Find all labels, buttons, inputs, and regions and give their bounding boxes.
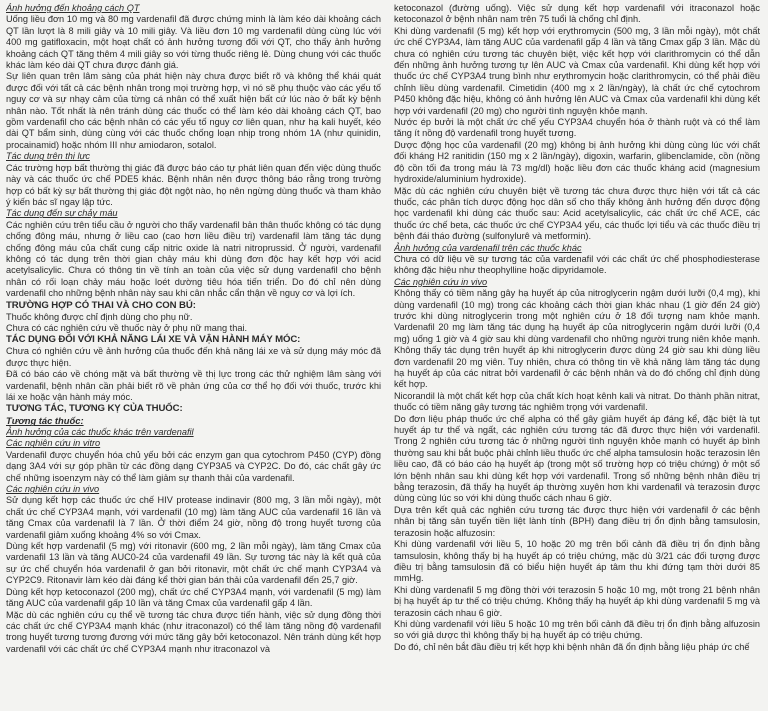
paragraph: Dùng kết hợp vardenafil (5 mg) với ritonavir (600 mg, 2 lần mỗi ngày), làm tăng Cmax của vardenafil 13 lần và tăng AUC0-24 của vardenafil 49 lần. Sự tương tác này là kết quả của sự ức chế chuyển hóa vardenafil ở gan bởi ritonavir, một chất ức chế mạnh CYP3A4 và CYP2C9. Ritonavir làm kéo dài đáng kể thời gian bán thải của vardenafil đến 25,7 giờ. <box>6 541 381 586</box>
paragraph: Do đó, chỉ nên bắt đầu điều trị kết hợp khi bệnh nhân đã ổn định bằng liệu pháp ức chế <box>394 641 750 652</box>
section-heading: TƯƠNG TÁC, TƯƠNG KỴ CỦA THUỐC: <box>6 403 183 415</box>
paragraph: Mặc dù các nghiên cứu cụ thể về tương tác chưa được tiến hành, việc sử dụng đồng thời các chất ức chế CYP3A4 mạnh khác (như itraconazol) có thể làm tăng nồng độ vardenafil trong huyết tương tương đương với mức tăng gây bởi ketoconazol. Nên tránh dùng kết hợp vardenafil với các chất ức chế CYP3A4 mạnh như itraconazol và <box>6 609 381 654</box>
paragraph: Dùng kết hợp ketoconazol (200 mg), chất ức chế CYP3A4 mạnh, với vardenafil (5 mg) làm tăng AUC của vardenafil gấp 10 lần và tăng Cmax của vardenafil gấp 4 lần. <box>6 586 381 609</box>
section-heading: TÁC DỤNG ĐỐI VỚI KHẢ NĂNG LÁI XE VÀ VẬN HÀNH MÁY MÓC: <box>6 334 301 346</box>
paragraph: Thuốc không được chỉ định dùng cho phụ nữ. <box>6 311 193 322</box>
paragraph: Khi dùng vardenafil (5 mg) kết hợp với erythromycin (500 mg, 3 lần mỗi ngày), một chất ức chế CYP3A4, làm tăng AUC của vardenafil gấp 4 lần và tăng Cmax gấp 3 lần. Mặc dù chưa có nghiên cứu tương tác chuyên biệt, việc kết hợp với clarithromycin có thể dẫn đến những ảnh hưởng tương tự lên AUC và Cmax của vardenafil. Khi dùng kết hợp với thuốc ức chế CYP3A4 trung bình như erythromycin hoặc clarithromycin, có thể phải điều chỉnh liều dùng vardenafil. Cimetidin (400 mg x 2 lần/ngày), là chất ức chế cytochrom P450 không đặc hiệu, không có ảnh hưởng lên AUC và Cmax của vardenafil khi dùng kết hợp với vardenafil (20 mg) cho người tình nguyện khỏe mạnh. <box>394 25 760 116</box>
paragraph: Dược động học của vardenafil (20 mg) không bị ảnh hưởng khi dùng cùng lúc với chất đối kháng H2 ranitidin (150 mg x 2 lần/ngày), digoxin, warfarin, glibenclamide, cồn (nồng độ cồn tối đa trong máu là 73 mg/dl) hoặc liều đơn các thuốc kháng acid (magnesium hydroxide/aluminium hydroxide). <box>394 139 760 185</box>
paragraph: Không thấy có tiềm năng gây hạ huyết áp của nitroglycerin ngậm dưới lưỡi (0,4 mg), khi dùng vardenafil (10 mg) trong các khoảng cách thời gian khác nhau (1 giờ đến 24 giờ) trước khi dùng nitroglycerin trong một nghiên cứu ở 18 đối tượng nam khỏe mạnh. Vardenafil 20 mg làm tăng tác dụng hạ huyết áp của nitroglycerin ngậm dưới lưỡi (0,4 mg) uống 1 giờ và 4 giờ sau khi dùng vardenafil cho những người trung niên khỏe mạnh. Không thấy tác dụng trên huyết áp khi nitroglycerin được dùng 24 giờ sau khi dùng liều đơn vardenafil 20 mg viên. Tuy nhiên, chưa có thông tin về khả năng làm tăng tác dụng hạ huyết áp của các nitrat bởi vardenafil ở các bệnh nhân và do đó chống chỉ định dùng kết hợp. <box>394 288 760 390</box>
paragraph: Dựa trên kết quả các nghiên cứu tương tác được thực hiện với vardenafil ở các bệnh nhân bị tăng sản tuyến tiền liệt lành tính (BPH) đang điều trị ổn định bằng tamsulosin, terazosin hoặc alfuzosin: <box>394 504 760 538</box>
left-column <box>6 3 381 711</box>
section-heading: Ảnh hưởng của vardenafil trên các thuốc khác <box>394 242 582 253</box>
section-heading: Ảnh hưởng đến khoảng cách QT <box>6 3 140 13</box>
paragraph: Nicorandil là một chất kết hợp của chất kích hoạt kênh kali và nitrat. Do thành phần nitrat, thuốc có tiềm năng gây tương tác nghiêm trọng với vardenafil. <box>394 390 760 413</box>
paragraph: Đã có báo cáo về chóng mặt và bất thường về thị lực trong các thử nghiệm lâm sàng với vardenafil, bệnh nhân cần phải biết rõ về phản ứng của cơ thể họ đối với thuốc, trước khi lái xe hoặc vận hành máy móc. <box>6 369 381 402</box>
right-column <box>394 3 760 711</box>
section-heading: Các nghiên cứu in vivo <box>394 276 488 287</box>
paragraph: Các nghiên cứu trên tiểu cầu ở người cho thấy vardenafil bản thân thuốc không có tác dụng chống đông máu, nhưng ở liều cao (cao hơn liều điều trị) vardenafil làm tăng tác dụng chống đông máu của chất cung cấp nitric oxide là natri nitroprussid. Ở người, vardenafil không có tác dụng trên thời gian chảy máu khi dùng đơn độc hay kết hợp với acid acetylsalicylic. Chưa có thông tin về tính an toàn của việc sử dụng vardenafil cho bệnh nhân có rối loạn chảy máu hoặc loét dường tiêu hóa tiến triển. Do đó chỉ nên dùng vardenafil cho những bệnh nhân này sau khi cân nhắc cẩn thận về nguy cơ và lợi ích. <box>6 219 381 299</box>
paragraph: Nước ép bưởi là một chất ức chế yếu CYP3A4 chuyển hóa ở thành ruột và có thể làm tăng ít nồng độ vardenafil trong huyết tương. <box>394 117 760 139</box>
paragraph: Khi dùng vardenafil với liều 5 hoặc 10 mg trên bối cảnh đã điều trị ổn định bằng alfuzosin so với giả dược thì không thấy bị hạ huyết áp có triệu chứng. <box>394 618 760 641</box>
paragraph: Chưa có các nghiên cứu về thuốc này ở phụ nữ mang thai. <box>6 322 248 333</box>
paragraph: ketoconazol (đường uống). Việc sử dụng kết hợp vardenafil với itraconazol hoặc ketoconazol ở bệnh nhân nam trên 75 tuổi là chống chỉ định. <box>394 3 760 25</box>
paragraph: Sự liên quan trên lâm sàng của phát hiện này chưa được biết rõ và không thể khái quát được đối với tất cả các bệnh nhân trong mọi trường hợp, vì nó sẽ phụ thuộc vào các yếu tố nguy cơ và sự nhạy cảm của từng cá nhân có thể xuất hiện bất cứ lúc nào ở bất kỳ bệnh nhân nào. Tốt nhất là nên tránh dùng các thuốc có thể làm kéo dài khoảng cách QT, bao gồm vardenafil cho các bệnh nhân có các yếu tố nguy cơ liên quan, như hạ kali huyết, kéo dài QT bẩm sinh, dùng cùng với các thuốc chống loạn nhịp trong nhóm 1A (như quinidin, procainamid) hoặc nhóm III như amiodaron, sotalol. <box>6 71 381 150</box>
paragraph: Vardenafil được chuyển hóa chủ yếu bởi các enzym gan qua cytochrom P450 (CYP) đồng dạng 3A4 với sự góp phần từ các đồng dạng CYP3A5 và CYP2C. Do đó, các chất gây ức chế những isoenzym này có thể làm giảm sự thanh thải của vardenafil. <box>6 449 381 483</box>
paragraph: Do đơn liệu pháp thuốc ức chế alpha có thể gây giảm huyết áp đáng kể, đặc biệt là tụt huyết áp tư thế và ngất, các nghiên cứu tương tác đã được thực hiện với vardenafil. Trong 2 nghiên cứu tương tác ở những người tình nguyện khỏe mạnh có huyết áp bình thường sau khi bắt buộc phải chỉnh liều thuốc ức chế alpha tamsulosin hoặc terazosin lên liều cao, đã có báo cáo hạ huyết áp (trong một số trường hợp có triệu chứng) ở một số lớn bệnh nhân sau khi dùng kết hợp với vardenafil. Trong số những bệnh nhân điều trị bằng terazosin, đã thấy hạ huyết áp thường xuyên hơn khi vardenafil và terazosin được dùng cùng lúc so với khi dùng thuốc cách nhau 6 giờ. <box>394 413 760 504</box>
section-heading: Tác dụng đến sự chảy máu <box>6 208 118 219</box>
paragraph: Khi dùng vardenafil 5 mg đồng thời với terazosin 5 hoặc 10 mg, một trong 21 bệnh nhân bị hạ huyết áp tư thế có triệu chứng. Không thấy hạ huyết áp khi dùng vardenafil 5 mg và terazosin cách nhau 6 giờ. <box>394 584 760 618</box>
section-heading: Tương tác thuốc: <box>6 415 84 427</box>
paragraph: Mặc dù các nghiên cứu chuyên biệt về tương tác chưa được thực hiện với tất cả các thuốc, các phân tích dược động học dân số cho thấy không ảnh hưởng đến dược động học vardenafil khi dùng các thuốc sau: Acid acetylsalicylic, các chất ức chế ACE, các thuốc ức chế beta, các thuốc ức chế CYP3A4 yếu, các thuốc lợi tiểu và các thuốc điều trị bệnh đái tháo đường (sulfonylurê và metformin). <box>394 185 760 242</box>
paragraph: Chưa có nghiên cứu về ảnh hưởng của thuốc đến khả năng lái xe và sử dụng máy móc đã được thực hiện. <box>6 346 381 368</box>
section-heading: Các nghiên cứu in vivo <box>6 484 100 495</box>
section-heading: Các nghiên cứu in vitro <box>6 438 101 449</box>
paragraph: Sử dụng kết hợp các thuốc ức chế HIV protease indinavir (800 mg, 3 lần mỗi ngày), một chất ức chế CYP3A4 mạnh, với vardenafil (10 mg) làm tăng AUC của vardenafil 16 lần và tăng Cmax của vardenafil là 7 lần. Ở thời điểm 24 giờ, nồng độ trong huyết tương của vardenafil giảm xuống khoảng 4% so với Cmax. <box>6 495 381 540</box>
paragraph: Chưa có dữ liệu về sự tương tác của vardenafil với các chất ức chế phosphodiesterase không đặc hiệu như theophylline hoặc dipyridamole. <box>394 253 760 276</box>
paragraph: Các trường hợp bất thường thị giác đã được báo cáo tự phát liên quan đến việc dùng thuốc này và các thuốc ức chế PDE5 khác. Bệnh nhân nên được thông báo rằng trong trường hợp có bất kỳ sự bất thường thị giác đột ngột nào, họ nên ngừng dùng thuốc và tham khảo ý kiến bác sĩ ngay lập tức. <box>6 162 381 207</box>
section-heading: Tác dụng trên thị lực <box>6 151 90 162</box>
paragraph: Khi dùng vardenafil với liều 5, 10 hoặc 20 mg trên bối cảnh đã điều trị ổn định bằng tamsulosin, không thấy bị hạ huyết áp có triệu chứng, mặc dù 3/21 các đối tượng được điều trị bằng tamsulosin đã có biểu hiện huyết áp tâm thu khi đứng tạm thời dưới 85 mmHg. <box>394 539 760 584</box>
paragraph: Uống liều đơn 10 mg và 80 mg vardenafil đã được chứng minh là làm kéo dài khoảng cách QT lần lượt là 8 mili giây và 10 mili giây. Và liều đơn 10 mg vardenafil dùng cùng lúc với 400 mg gatifloxacin, một hoạt chất có ảnh hưởng tương đối với QT, cho thấy ảnh hưởng khoảng cách QT tăng thêm 4 mili giây so với từng thuốc riêng lẻ. Dùng chung với các thuốc khác làm kéo dài QT chưa được đánh giá. <box>6 14 381 71</box>
section-heading: TRƯỜNG HỢP CÓ THAI VÀ CHO CON BÚ: <box>6 299 196 311</box>
section-heading: Ảnh hưởng của các thuốc khác trên vardenafil <box>6 427 194 437</box>
